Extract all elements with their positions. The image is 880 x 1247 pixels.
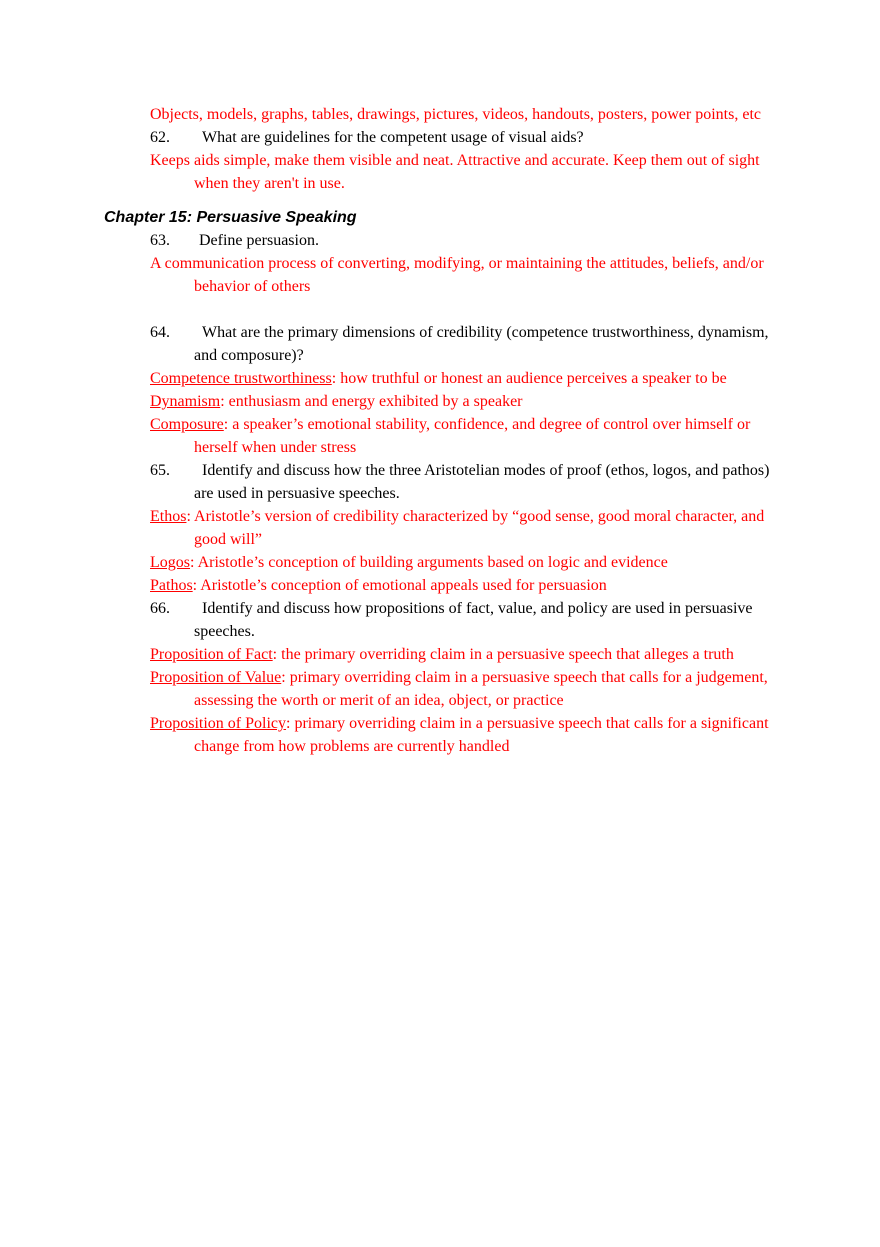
definition: : a speaker’s emotional stability, confidence, and degree of control over himself or herself when under stress (194, 416, 751, 456)
definition: : Aristotle’s conception of building arguments based on logic and evidence (190, 554, 668, 571)
answer-65-logos (150, 551, 790, 574)
question-number: 62. (150, 129, 170, 146)
question-number: 63. (150, 232, 170, 249)
answer-66-policy (150, 712, 790, 758)
question-64 (150, 321, 790, 367)
definition: : Aristotle’s conception of emotional appeals used for persuasion (192, 577, 607, 594)
question-text: What are the primary dimensions of credibility (competence trustworthiness, dynamism, and composure)? (194, 324, 769, 364)
definition: : how truthful or honest an audience perceives a speaker to be (331, 370, 727, 387)
question-62 (150, 126, 790, 149)
answer-61: Objects, models, graphs, tables, drawings, pictures, videos, handouts, posters, power points, etc (150, 106, 761, 123)
question-text: Identify and discuss how the three Aristotelian modes of proof (ethos, logos, and pathos) are used in persuasive speeches. (194, 462, 770, 502)
term: Ethos (150, 508, 187, 525)
answer-65-pathos (150, 574, 790, 597)
answer-64-competence (150, 367, 790, 390)
term: Proposition of Value (150, 669, 282, 686)
definition: : enthusiasm and energy exhibited by a speaker (220, 393, 523, 410)
answer-64-composure (150, 413, 790, 459)
definition: : primary overriding claim in a persuasive speech that calls for a significant change from how problems are currently handled (194, 715, 769, 755)
answer-65-ethos (150, 505, 790, 551)
question-63 (150, 229, 790, 252)
term: Dynamism (150, 393, 221, 410)
term: Logos (150, 554, 190, 571)
question-number: 65. (150, 462, 170, 479)
answer-66-value (150, 666, 790, 712)
definition: : Aristotle’s version of credibility characterized by “good sense, good moral character, and good will” (186, 508, 765, 548)
question-65 (150, 459, 790, 505)
definition: : primary overriding claim in a persuasive speech that calls for a judgement, assessing the worth or merit of an idea, object, or practice (194, 669, 768, 709)
answer-66-fact (150, 643, 790, 666)
answer-64-dynamism (150, 390, 790, 413)
term: Proposition of Fact (150, 646, 273, 663)
question-66 (150, 597, 790, 643)
question-number: 66. (150, 600, 170, 617)
spacer (150, 298, 790, 321)
question-number: 64. (150, 324, 170, 341)
term: Composure (150, 416, 224, 433)
term: Proposition of Policy (150, 715, 287, 732)
definition: : the primary overriding claim in a persuasive speech that alleges a truth (272, 646, 734, 663)
document-body (104, 103, 790, 758)
answer-62: Keeps aids simple, make them visible and neat. Attractive and accurate. Keep them out of sight when they aren't in use. (150, 152, 760, 192)
answer-63: A communication process of converting, modifying, or maintaining the attitudes, beliefs, and/or behavior of others (150, 255, 764, 295)
term: Competence trustworthiness (150, 370, 332, 387)
question-text: Define persuasion. (199, 232, 319, 249)
spacer (150, 195, 790, 206)
question-text: Identify and discuss how propositions of fact, value, and policy are used in persuasive speeches. (194, 600, 753, 640)
term: Pathos (150, 577, 193, 594)
chapter-heading: Chapter 15: Persuasive Speaking (104, 209, 357, 226)
question-text: What are guidelines for the competent usage of visual aids? (202, 129, 584, 146)
